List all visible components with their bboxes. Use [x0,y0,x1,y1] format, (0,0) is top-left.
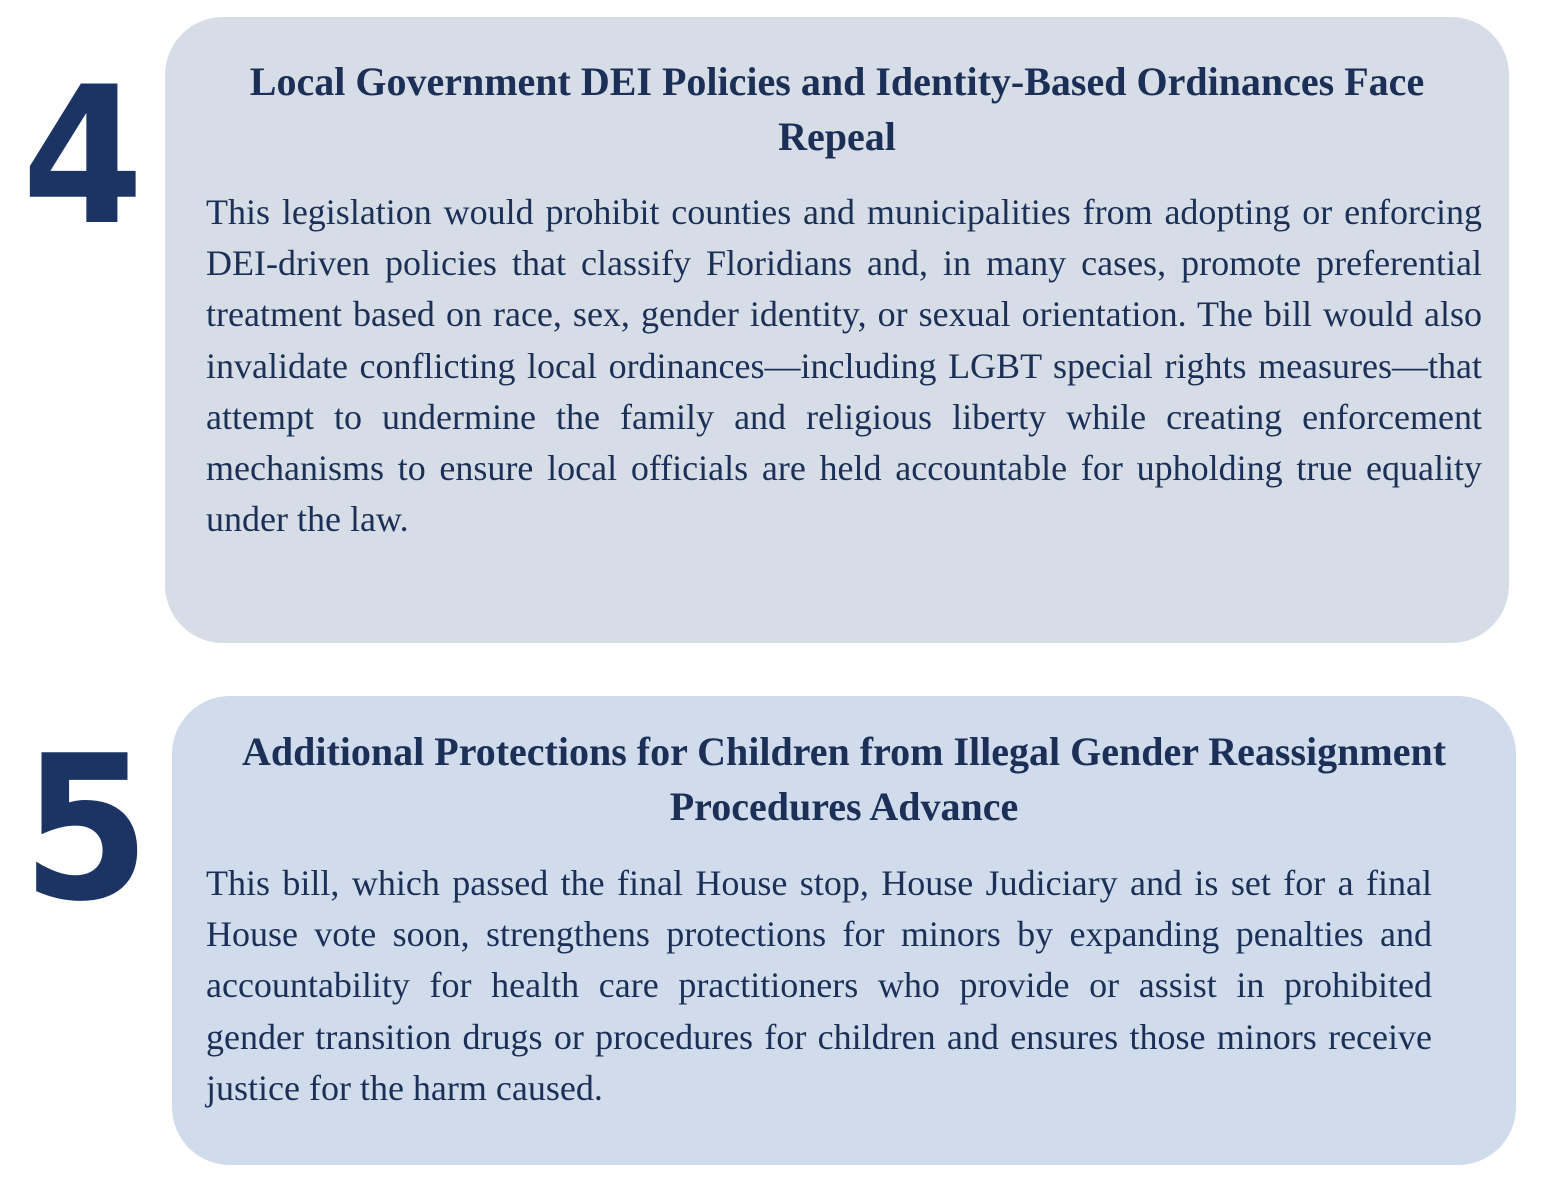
item-number-4: 4 [22,46,144,267]
bill-card-4 [165,17,1509,643]
item-number-5: 5 [22,713,151,946]
bill-card-body: This legislation would prohibit counties and municipalities from adopting or enforcing DEI-driven policies that classify Floridians and, in many cases, promote preferential treatment based on race, sex, gender identity, or sexual orientation. The bill would also invalidate conflicting local ordinances—including LGBT special rights measures—that attempt to undermine the family and religious liberty while creating enforcement mechanisms to ensure local officials are held accountable for upholding true equality under the law. [206,192,1482,540]
bill-card-title: Additional Protections for Children from Illegal Gender Reassignment Procedures Advance [241,729,1447,829]
bill-card-body: This bill, which passed the final House stop, House Judiciary and is set for a final House vote soon, strengthens protections for minors by expanding penalties and accountability for health care practitioners who provide or assist in prohibited gender transition drugs or procedures for children and ensures those minors receive justice for the harm caused. [206,863,1432,1108]
bill-card-title: Local Government DEI Policies and Identity-Based Ordinances Face Repeal [249,59,1425,159]
bill-card-5 [172,696,1516,1165]
